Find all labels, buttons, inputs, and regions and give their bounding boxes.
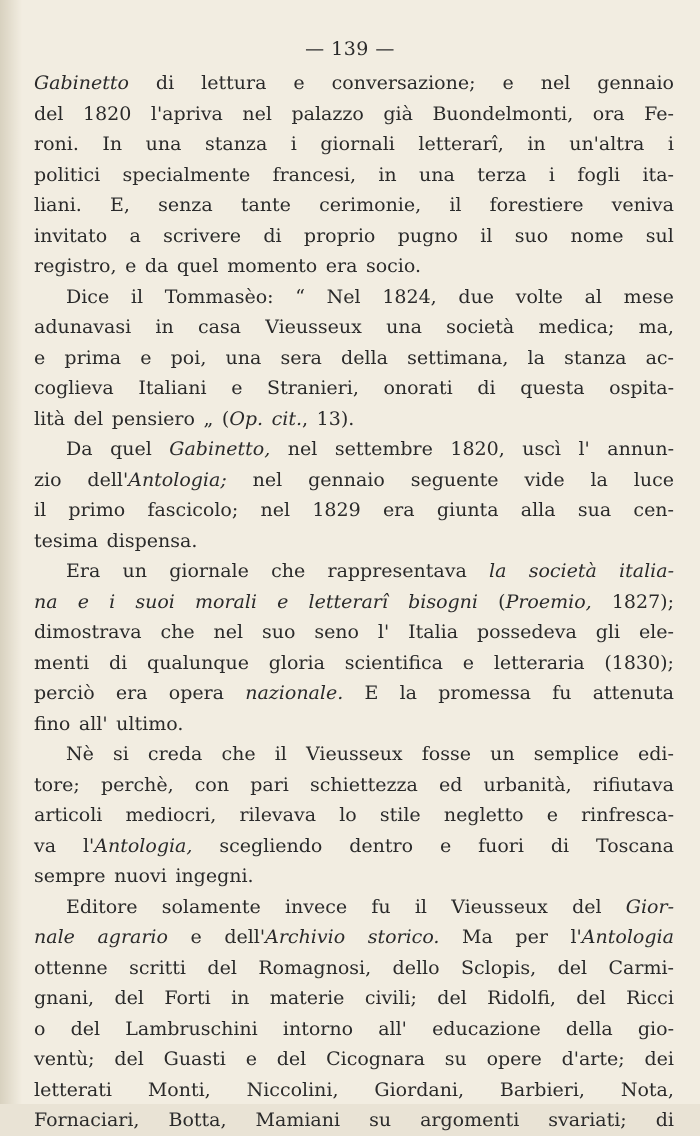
text-line: tore; perchè, con pari schiettezza ed urbanità, rifiutava xyxy=(34,773,674,796)
text-line: Era un giornale che rappresentava la società italia- xyxy=(66,560,674,582)
text-line: Dice il Tommasèo: “ Nel 1824, due volte al mese xyxy=(66,285,674,308)
text-line: letterati Monti, Niccolini, Giordani, Barbieri, Nota, xyxy=(34,1078,674,1101)
text-line: fino all' ultimo. xyxy=(34,712,184,735)
text-line: va l'Antologia, scegliendo dentro e fuori di Toscana xyxy=(34,834,674,857)
text-line: o del Lambruschini intorno all' educazione della gio- xyxy=(34,1017,674,1040)
text-line: registro, e da quel momento era socio. xyxy=(34,255,422,277)
text-line: Gabinetto di lettura e conversazione; e nel gennaio xyxy=(34,72,674,94)
text-line: ottenne scritti del Romagnosi, dello Sclopis, del Carmi- xyxy=(34,956,674,979)
text-line: il primo fascicolo; nel 1829 era giunta alla sua cen- xyxy=(34,499,674,521)
text-line: articoli mediocri, rilevava lo stile negletto e rinfresca- xyxy=(34,804,674,826)
text-line: na e i suoi morali e letterarî bisogni (Proemio, 1827); xyxy=(34,590,674,613)
body-text xyxy=(34,68,674,1136)
text-line: coglieva Italiani e Stranieri, onorati di questa ospita- xyxy=(34,377,674,399)
text-line: sempre nuovi ingegni. xyxy=(34,865,254,887)
text-line: perciò era opera nazionale. E la promessa fu attenuta xyxy=(34,682,674,704)
text-line: nale agrario e dell'Archivio storico. Ma per l'Antologia xyxy=(34,926,674,948)
text-line: e prima e poi, una sera della settimana, la stanza ac- xyxy=(34,346,674,369)
binding-shadow xyxy=(0,0,22,1104)
text-line: tesima dispensa. xyxy=(34,529,198,552)
text-line: dimostrava che nel suo seno l' Italia possedeva gli ele- xyxy=(34,621,674,643)
text-line: Fornaciari, Botta, Mamiani su argomenti svariati; di xyxy=(34,1109,674,1131)
text-line: liani. E, senza tante cerimonie, il forestiere veniva xyxy=(34,194,674,216)
text-line: adunavasi in casa Vieusseux una società medica; ma, xyxy=(34,316,674,338)
text-line: zio dell'Antologia; nel gennaio seguente vide la luce xyxy=(34,468,674,491)
text-line: Da quel Gabinetto, nel settembre 1820, uscì l' annun- xyxy=(66,438,674,460)
text-line: lità del pensiero „ (Op. cit., 13). xyxy=(34,407,355,430)
page-number: — 139 — xyxy=(305,38,395,60)
text-line: Nè si creda che il Vieusseux fosse un semplice edi- xyxy=(66,743,674,765)
text-line: ventù; del Guasti e del Cicognara su opere d'arte; dei xyxy=(34,1048,674,1070)
text-line: gnani, del Forti in materie civili; del Ridolfi, del Ricci xyxy=(34,987,674,1009)
text-line: roni. In una stanza i giornali letterarî, in un'altra i xyxy=(34,133,674,155)
text-line: del 1820 l'apriva nel palazzo già Buondelmonti, ora Fe- xyxy=(34,102,674,125)
text-line: menti di qualunque gloria scientifica e letteraria (1830); xyxy=(34,651,674,674)
text-line: politici specialmente francesi, in una terza i fogli ita- xyxy=(34,163,674,186)
text-line: invitato a scrivere di proprio pugno il suo nome sul xyxy=(34,224,674,247)
text-line: Editore solamente invece fu il Vieusseux del Gior- xyxy=(66,895,674,918)
